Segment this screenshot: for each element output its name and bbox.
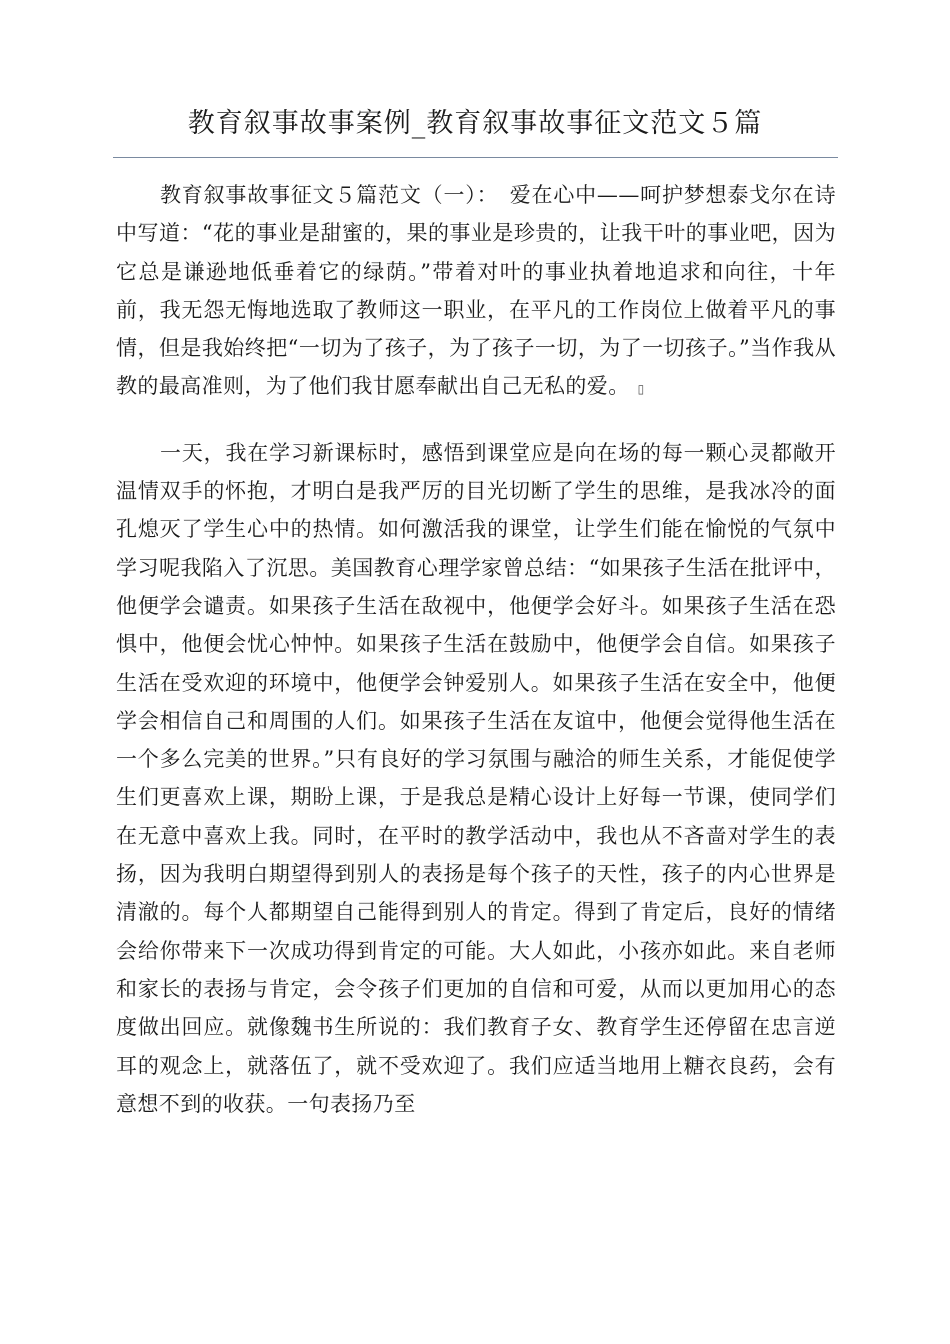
paragraph-end-mark-icon: ▯	[637, 382, 645, 397]
paragraph-2: 一天，我在学习新课标时，感悟到课堂应是向在场的每一颗心灵都敞开温情双手的怀抱，才明白是我严厉的目光切断了学生的思维，是我冰冷的面孔熄灭了学生心中的热情。如何激活我的课堂，让学生们能在愉悦的气氛中学习呢我陷入了沉思。美国教育心理学家曾总结：“如果孩子生活在批评中，他便学会谴责。如果孩子生活在敌视中，他便学会好斗。如果孩子生活在恐惧中，他便会忧心忡忡。如果孩子生活在鼓励中，他便学会自信。如果孩子生活在受欢迎的环境中，他便学会钟爱别人。如果孩子生活在安全中，他便学会相信自己和周围的人们。如果孩子生活在友谊中，他便会觉得他生活在一个多么完美的世界。”只有良好的学习氛围与融洽的师生关系，才能促使学生们更喜欢上课，期盼上课，于是我总是精心设计上好每一节课，使同学们在无意中喜欢上我。同时，在平时的教学活动中，我也从不吝啬对学生的表扬，因为我明白期望得到别人的表扬是每个孩子的天性，孩子的内心世界是清澈的。每个人都期望自己能得到别人的肯定。得到了肯定后，良好的情绪会给你带来下一次成功得到肯定的可能。大人如此，小孩亦如此。来自老师和家长的表扬与肯定，会令孩子们更加的自信和可爱，从而以更加用心的态度做出回应。就像魏书生所说的：我们教育子女、教育学生还停留在忠言逆耳的观念上，就落伍了，就不受欢迎了。我们应适当地用上糖衣良药，会有意想不到的收获。一句表扬乃至	[116, 440, 836, 1116]
paragraph-1-text: 教育叙事故事征文５篇范文（一）： 爱在心中——呵护梦想泰戈尔在诗中写道：“花的事业是甜蜜的，果的事业是珍贵的，让我干叶的事业吧，因为它总是谦逊地低垂着它的绿荫。”带着对叶的事业执着地追求和向往，十年前，我无怨无悔地选取了教师这一职业，在平凡的工作岗位上做着平凡的事情，但是我始终把“一切为了孩子，为了孩子一切，为了一切孩子。”当作我从教的最高准则，为了他们我甘愿奉献出自己无私的爱。	[116, 183, 836, 399]
document-body	[116, 176, 836, 1123]
title-divider	[113, 157, 838, 158]
document-title: 教育叙事故事案例_教育叙事故事征文范文５篇	[187, 108, 763, 139]
paragraph-1	[116, 176, 836, 409]
